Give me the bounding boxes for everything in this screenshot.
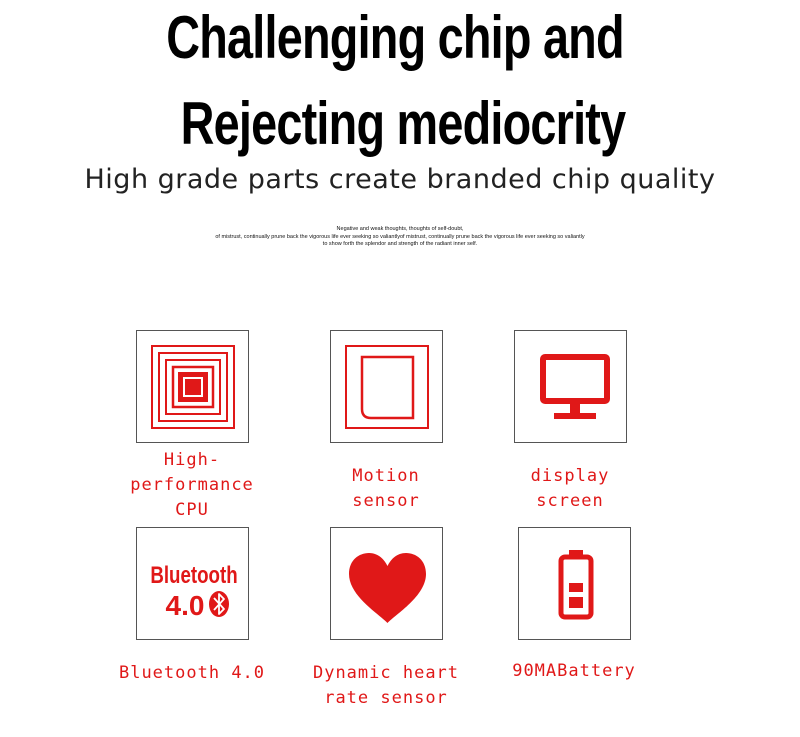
- bluetooth-badge-version: 4.0: [165, 590, 205, 621]
- bluetooth-badge-word: Bluetooth: [150, 561, 238, 589]
- feature-tile-heart-rate: [330, 527, 443, 640]
- fine-print: [0, 226, 800, 249]
- title-line-1: Challenging chip and: [166, 4, 624, 71]
- feature-label-cpu: High- performance CPU: [130, 450, 254, 520]
- title-line-2: Rejecting mediocrity: [180, 90, 626, 157]
- feature-tile-display: [514, 330, 627, 443]
- feature-tile-battery: [518, 527, 631, 640]
- feature-label-heart-rate: Dynamic heart rate sensor: [312, 663, 460, 708]
- feature-tile-motion-sensor: [330, 330, 443, 443]
- fine-print-line: to show forth the splendor and strength of the radiant inner self.: [322, 241, 478, 247]
- battery-icon: [519, 528, 632, 641]
- feature-label-motion-sensor: Motion sensor: [352, 466, 420, 511]
- heart-icon: [331, 528, 444, 641]
- sensor-chip-icon: [331, 331, 444, 444]
- bluetooth-badge-icon: [137, 528, 250, 641]
- feature-label-display: display screen: [530, 466, 610, 511]
- subtitle: High grade parts create branded chip quality: [84, 164, 716, 195]
- fine-print-line: of mistrust, continually prune back the vigorous life ever seeking so valiantlyof mistrust, continually prune back the vigorous life ever seeking so valiantly: [215, 233, 585, 240]
- fine-print-line: Negative and weak thoughts, thoughts of self-doubt,: [336, 226, 464, 232]
- feature-label-battery: 90MABattery: [512, 661, 636, 681]
- feature-tile-cpu: [136, 330, 249, 443]
- cpu-chip-icon: [137, 331, 250, 444]
- feature-label-bluetooth: Bluetooth 4.0: [118, 663, 266, 683]
- monitor-icon: [515, 331, 628, 444]
- feature-tile-bluetooth: [136, 527, 249, 640]
